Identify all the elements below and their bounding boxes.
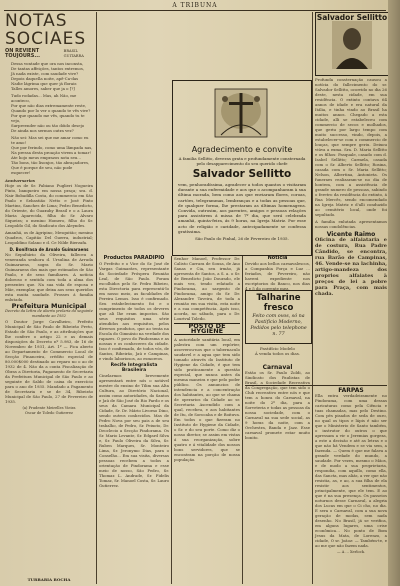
recife-title: Recife Integralista Brasileira	[110, 363, 158, 373]
condolencias-text: A familia enlutada apresentamos nossas condolências.	[315, 219, 387, 229]
posto-text: A autoridade sanitária local, em palestra com um repórter, asseverou-nos que o tabernaculo saudavel e a agua que tem sido tomado através do Instituto de Hygiene da Cidade, é que tem sido praticamente a questão especial, que nunca antes da mesma maneira e que pelo poder público. Os annuncios de intendencia e a concentração dos habitantes, ao que se chama de operarios da Cidade ao sr. Secretaria Ascendido com a qual, recebeu, e aos habitantes de Itu, de Sorocaba e de Boituva. Em todos o que fizeram no Instituto de Hygiene da Cidade, o Sr. e do seu porte. Como diz o nosso diretor, se assim em vistas á sua reorganização, sobre quatro e á vitalidade dos nossos bons servidores, que se encontram na porção de nossa população.	[174, 337, 240, 462]
prefeitura-title: Prefeitura Municipal	[11, 302, 87, 310]
poem-line: Já nada existe, com saudade vive?	[11, 71, 79, 76]
portrait-name: Salvador Sellitto	[316, 13, 388, 22]
talharine-ad	[245, 290, 312, 344]
column-notas	[5, 12, 93, 584]
posto-title: POSTO DE HYGIENE	[174, 323, 240, 335]
poem-line: Dessa vontade que ora nos inconsta,	[11, 61, 84, 66]
pastificio-extra: Á venda todos os dias.	[254, 351, 301, 356]
portrait-box	[315, 12, 389, 76]
aniversarios-title: Anniversarios	[5, 178, 35, 183]
saudade-text: No Sepultário da Oliveira, falleceu a veneranda senhora d. Ursulina de Arruda Guimaraens, sogra do Sr. Mario Guimaraens dos mais que estimados de São Paulo, e de seus familiares. A notícia doloroso e sentida com toda a alma dos presentes que. Na sua vida de esposa e Mãe, exemplar, que deixa aos seus queridos esta muita saudade. Prosses á familia enlutada.	[5, 252, 93, 302]
poem-line: Nadie lágrima que quer já florais	[11, 81, 77, 86]
column-2	[99, 256, 169, 584]
recife-text: Cinelarmos brevemente apresentará entre nós o notável mestre do ensino de Tilim sua Alta Cultura, ao Diretório Nacional, assim como autoridades, do Santos e Jaú de São José do Rio Pardo e os seus da Camara Municipal da Cidade, Sr. Dr. Mário Livorno Dino, sendo outros conhecidos. Mas de Pedro Nova por seu pais a de seu trabalho, de Pedro, Sr. Peixoto, Dr. Deoclecio a Secção Pindorama. Os Sr. Mario Levante, Sr. Edgard Silva e, Sr. Paulo Oliveira da Silva, Sr. Ruben Marques, Sr. Monteiro Lima, Sr. Jeronymo Dias, para o Conselho... Em sua visita, diversas pessoas recebem a todos a orientação de Pindorama e esse meio de nosso, São Pedro, Sr. Thomaz L. Andrade, Sr. Fidelis Tomaz, Sr. Manoel Costa, Sr. Lauro Gutierrez.	[99, 373, 169, 488]
agradecimento-intro: A familia Sellitto, deveras grata e profundamente consternada pelo desapparecimento do seu querido chefe	[178, 156, 306, 166]
notas-byline: BRASIL GUITARRA	[63, 49, 84, 58]
portrait-photo	[332, 21, 372, 69]
aniversarios-text: Hoje os de Sr. Fabiano Puglieri Nogueira Pinto, banqueiro em nossa praça; sra. d. Nair Bobadilla Costa, do commercio em São Paulo e Sebastião Netto e José Pinto Martins, Sanches de Lima; Pedro Benedicto, do Oriente, do Guaxuhy Brasil e o a Laura Maria Aparecida, filha do Sr. Alvaro Siqueira; o menino Homero, filho do Sr. Leopoldo Gil, do Sindicato dos Aleyndes.	[5, 183, 93, 228]
poem-line: Ate hojo meus emprazos nota seu...	[11, 155, 81, 160]
prefeitura-text: O Doutor Jorge Cavalheiro, Prefeito Municipal de São Paulo de Ribeirão Preto, Estado de São Paulo, e as attribuições que lhe confere o artigo 22 e as demais disposições do Decreto nº 5.983, de 16 de Novembro de 1931, Art. 1º — Fica aberto ao Departamento de Commercio Local de Secção Financeira, crédito especial de 80.000$000 destinado ao reparo no o ao de 1932 de 4. Não da a conta Fiscalização de Obras a Diretoria, Pagamento de Secretaria da Prefeitura Municipal de São Paulo e ao seguinte de Saldo de caixa do exercício para o ano de 1935. Mandado a Pagamento de Secretaria e se de 34, Ribeirão Municipal de São Paulo, 27 de Fevereiro de 1935.	[5, 319, 93, 404]
carnaval-text: Estão os Sr. Paulo Zoldi, ao Sindicato dos Paulistas de Brasil, a Sociedade Recreativa da Congregação, que tem sido o Club recreativo entre nós e que tem a honra do Carnaval, na noite do 2º dia, para a Sorveteria e todas as pessoas da nossa sociedade, com o Carnaval na sua sede social, as 9 horas da noite, com a Orchestra, Banda e Jazz. Esse carnaval promete estar muito bonito.	[245, 370, 310, 440]
noticia-text: Devido aos bellos carnavalescos, a Companhia Força e Luz ... feriados, de Fevereiro, não haverá expediente nos escriptorios do Banco, nos dias 4 e 5 do corrente mez.	[245, 261, 310, 291]
masthead: A TRIBUNA	[172, 2, 218, 9]
saudade-title: D. Bonifrasa de Aroalo Guimaraens	[9, 247, 89, 252]
poem-line: Não sei: Mas sei que me amar como eu te amo!	[11, 135, 89, 145]
column-divider	[242, 256, 243, 584]
obituario-text: Profunda consternação causou a notícia do fallecimento do sr. Salvador Sellitto, ocorrido no dia 26 deste, nesta cidade, em sua residência. O extinto contava 64 annos de idade e era natural da Itália, e tinha vindo ao Brasil ha muitos annos. Chegado a esta cidade, alli se estabeleceu com commercio de secos e molhados, que geriu por largo tempo com muito successo, vindo, depois, a estabelecer-se com o commercio de louças, que sempre geriu. Deixou viúva a exma. Sra. D. Maria Sellitto e os filhos: Pasquale, casado com d. Isabel Sellitto; Carmela, casada com o Sr. Alberto Sellitto; Rosina, casada com o Sr. Maria Sellitto; Nelson, Albertina, Antonieta. Os funeraes realizaram-se no dia de hontem, com a assistência de grande numero de pessoas, sahindo o feretro da residência do extinto, á Rua Mercês, sendo encomendado na Igreja Matriz e d'alli conduzido ao cemitério local, onde foi sepultado.	[315, 77, 387, 217]
poem-line: Por que quando me vês, quando tu te vejo,	[11, 113, 85, 123]
prefeitura-subtitle: Decreto da lettra de aberta prelaria do seguinte mandante ao 1932	[5, 309, 93, 318]
agradecimento-name: Salvador Sellitto	[192, 168, 292, 180]
pastificio-name: Pastifício Modelo	[260, 346, 295, 351]
poem-line: Tudo rodadas... Mas, ah Não, me aconteco,	[11, 93, 77, 103]
farpas-block	[315, 388, 387, 584]
poem-line: De ainda nos sermos outra vez?	[11, 128, 74, 133]
vicente-text: Oficina de alfaiataria e de costura, Rua Padre Cândido, se encontra, rua Barão de Campinas, 46. Vende-se na lachinha, artigo-mandeza dos proprios alfaiates à preços de lei a pobre para Praça, com mais chada.	[315, 237, 387, 297]
poem-line: Depois daquella noite, apê-Ca-das	[11, 76, 79, 81]
carnaval-block	[245, 365, 310, 584]
notas-title: NOTAS SOCIAES	[5, 11, 87, 49]
agradecimento-title: Agradecimento e convite	[191, 145, 293, 154]
page-edge-shadow	[388, 0, 400, 586]
vicente-title: Vicente Raimo	[326, 231, 376, 238]
prefeitura-sign: (a) Prudente Meirelles Vieira	[22, 406, 76, 410]
prefeitura-sign2: Oscar de Toledo Gutierrez	[25, 411, 73, 415]
agradecimento-box	[172, 80, 312, 256]
talharine-title: Talharine fresco	[256, 293, 301, 313]
amanha-text: Amanhã, os de Agripino, Mesquitão; menino Quadros, Capitão Del Guerra, industrial; Leopoldino Solano e d. Ce Nilde Bierzafa.	[5, 230, 93, 245]
column-divider	[312, 12, 313, 584]
farpas-rule	[245, 385, 387, 386]
farpas-text: Ella entra verdadeiramente no Pindorama, com uma dessas caricaturas como pela Ciência e tuas chamadas, mas pelo Destino. Com pés pisados de seda de ouro, no qual os tipos e lápis é não ser que o Ministerio de Santo também, o instrutor do outros o que apressam a vir o Jeremias gorgeza, a este a decisão e até as letras e o que não há Vendem e se via sem, a fazenda. — Quem é que me falava a grande verdade do mundo, a saudade. Por vezes, mesmo o Mãos, e de modo a sua proprietaria, respondia, com aquillo, como ella, das Sancta, mas aliás, a ver que não resistia, as, e ao, a sua filha de ela resistir aos sentimentos, principalmente, que ele tem. E ao que é na sua presença. Os passeios noturnos desse Carnaval, a alegria dos Lucas em que o Ci cho, no dia. E sera o Carnaval, com a sua nova geração de modas, sem nada desenho. No Brasil, já se verifica, em alguns lugares, uma crise econômica... No ponto de Bom Jesus da Mata, de Lorenzo, a cidade, O sr. Joãoz: — Também-te, e ao me que não fazem nada.	[315, 393, 387, 548]
carnaval-title: Carnaval	[262, 364, 293, 371]
paradipio-title: Productos PARADIPIO	[103, 255, 165, 261]
noticia-block	[245, 255, 310, 291]
col3-text: Senhor Manoel, Professor Dr. Calisto Carrara de Sousa, de Ano Sanas e Cia, seu irmão, já apresenta de Santos, a S. a. o Sr. de Benedicto João Dourado, ele mais vez, tendo relatado a Pindorama, ao sargento de Pindorama, amigo do Sr. Dr. Alexandre Taveira, de toda a reunião em sua visita, esta noite e a sua competência. Após isso, acorda, no sábado, para o Dr. Lourival Toledo.	[174, 256, 240, 321]
column-4	[315, 77, 387, 317]
column-3	[174, 256, 240, 584]
poem-line: Por que não dias extremamente reste,	[11, 103, 87, 108]
poem-line: Que por ferindo, como uma lâmpada nas,	[11, 145, 93, 150]
notas-subtitle: ON REVIENT TOUJOURS...	[5, 48, 41, 59]
poem-line: Na pressa desta proação vivem a tomar!	[11, 150, 91, 155]
paradipio-text: O Prefeito e o Vice do Sr. José de Vargas Guimarães, representante da Sociedade Próspera Reunião Leal, de São Paulo. Foram escolhidos pelo Sr. Pedro Ribeiro, esta Directoria para representá-lo em nosso meio, as faculdades de Pereira Lemos. Isso é confirmado. Seu estabelecimento foi e o cumprimento de todos os deveres que ali lhe eram impostos. São seus requisitos uma série atendidos aos requisitos, pelos diversos produtos, que ao tenta na Escola do Gimnásio na verdade dos rapazes. O povo do Pindorama e as nossas e os conheceres da cidade. Isso é confirmado, de todos vós, de Santos, Ribeirão, Jaú e Campinas, e vindo laboriosos, ao esmoreos.	[99, 261, 170, 361]
poem-line: Tão bons, tão lisonjos, tão abraçadores,	[11, 160, 90, 165]
talharine-text: Feito com ovos, só na Pastificio Moderno, Pedidos pelo telephone n. 77	[250, 314, 307, 337]
poem-line: Que é porque de seu, não pode esquecer!	[11, 165, 73, 175]
poem-line: De tantas affeições, tantos extremos,	[11, 66, 85, 71]
farpas-title: FARPAS	[338, 387, 364, 394]
farpas-sign: — A ... Xerlock.	[336, 550, 366, 554]
agradecimento-body: vem, penhoradíssima, agradecer a todos quantos o visitaram durante a sua enfermidade e aos que o acompanharam à sua última morada, bem como aos que enviaram flores, coroas, cartões, telegrammas, lembranças e a todas as pessoas que, de qualquer forma, lhe prestaram as últimas homenagens. Convida, outrosim, aos parentes, amigos e pessoas relações para assistirem á missa de 7º dia, que será celebrada amanhã, quinta-feira, ás 9 horas, na Igreja Matriz. Por esse acto de religião e caridade, antecipadamente se confessa gratíssima.	[178, 182, 306, 234]
noticia-title: Noticia	[267, 255, 288, 261]
poem-line: Quando por lo ver o quando te vês vive?	[11, 108, 91, 113]
footer-turbaria: TURBARIA ROCHA	[27, 577, 71, 582]
poem-line: Talles amores, saber que ja o [?]	[11, 86, 75, 91]
agradecimento-date: São Paulo do Pinhal, 26 de Fevereiro de 1935.	[195, 236, 289, 242]
column-divider	[96, 12, 97, 584]
crucifix-illustration	[211, 85, 271, 141]
poem-line: Surpreender não ou tão dóido desejo	[11, 123, 85, 128]
column-divider	[171, 256, 172, 584]
poem	[5, 61, 93, 175]
